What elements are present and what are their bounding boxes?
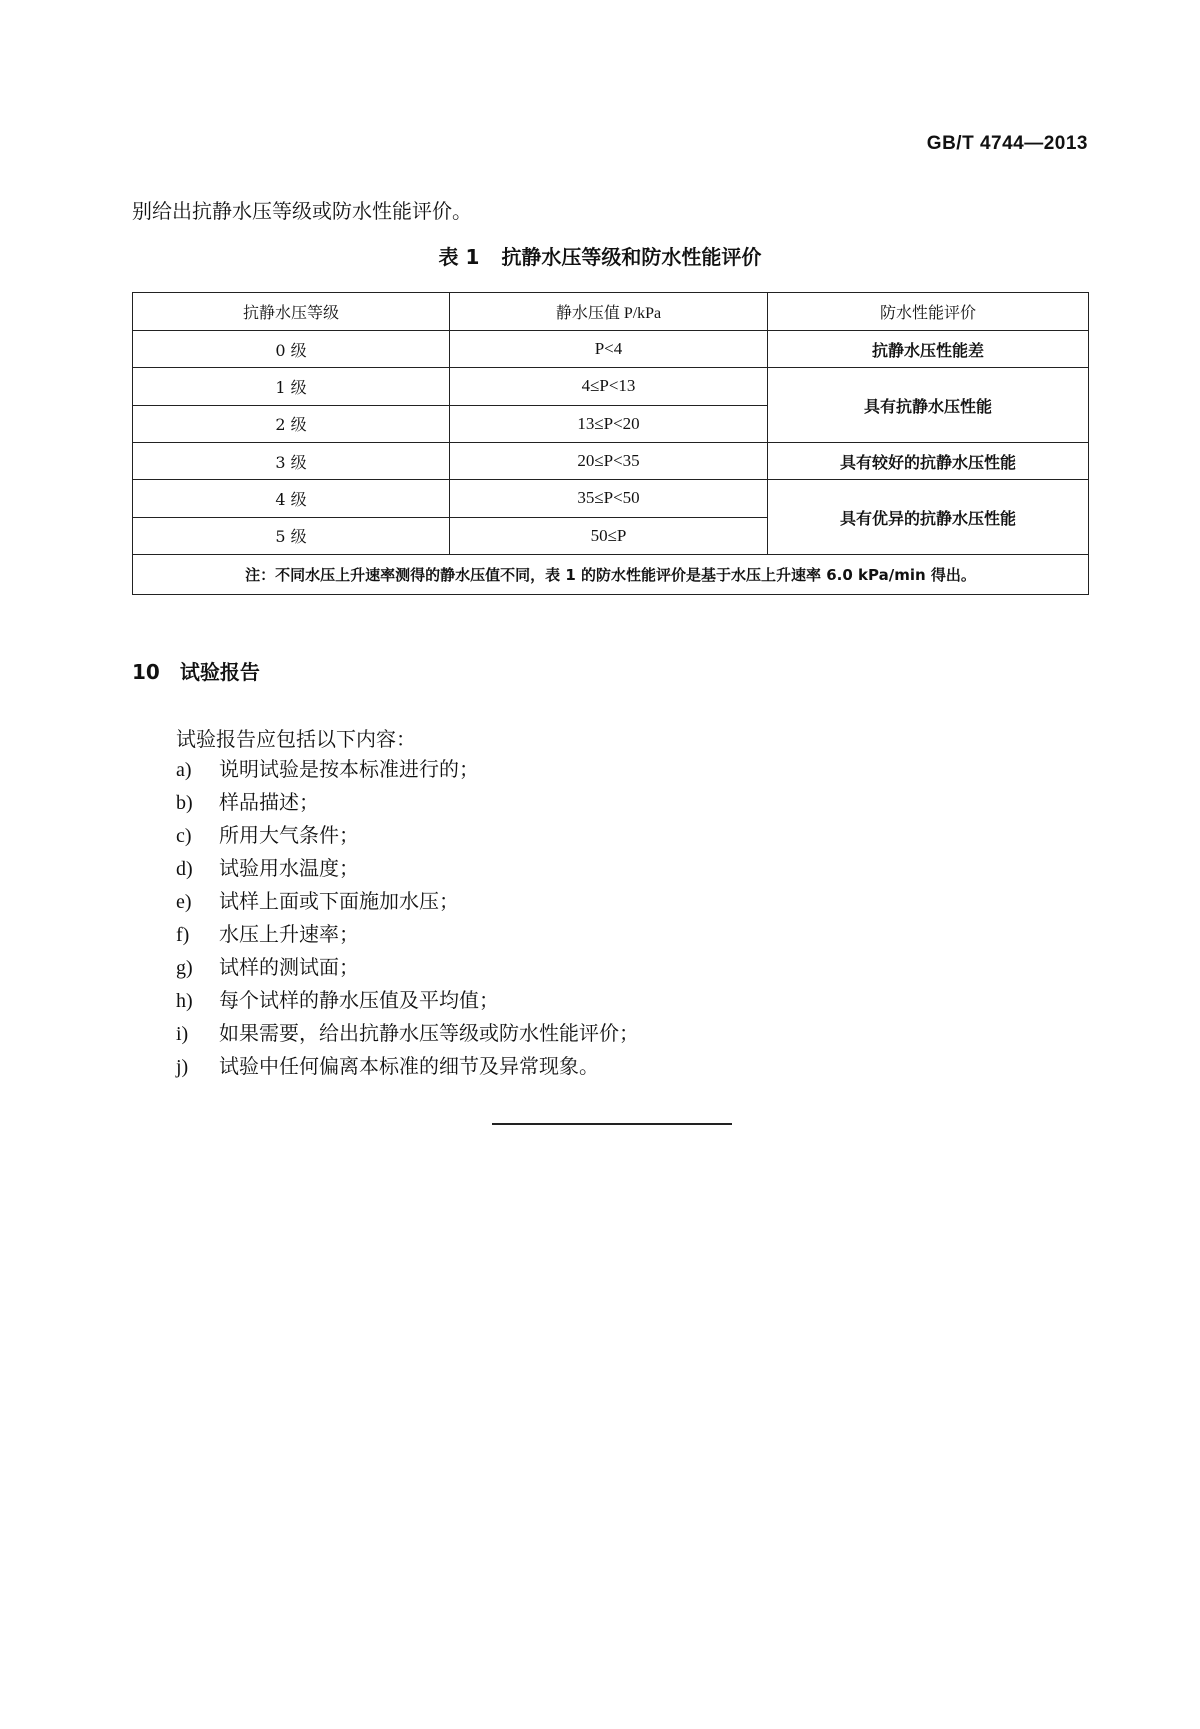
end-rule [492,1123,732,1125]
table-row [133,443,1089,480]
section-title: 试验报告 [179,660,260,684]
pressure-cell: 4≤P<13 [450,368,768,406]
table-header-row [133,293,1089,331]
table-number: 表 1 [438,245,480,269]
column-header: 抗静水压等级 [133,293,450,331]
list-item [176,885,639,918]
item-text: 水压上升速率； [219,922,359,946]
report-items-list [176,753,639,1083]
item-label: c) [176,825,192,847]
grade-cell: 5 级 [133,517,450,555]
table-note: 注：不同水压上升速率测得的静水压值不同，表 1 的防水性能评价是基于水压上升速率 6.0 kPa/min 得出。 [133,555,1089,595]
list-item [176,1017,639,1050]
item-text: 每个试样的静水压值及平均值； [219,988,499,1012]
list-item [176,819,639,852]
list-item [176,918,639,951]
table-row [133,331,1089,368]
pressure-cell: 35≤P<50 [450,480,768,518]
section-intro: 试验报告应包括以下内容： [176,727,416,751]
list-item [176,753,639,786]
continuation-text: 别给出抗静水压等级或防水性能评价。 [132,199,472,223]
item-label: j) [176,1056,189,1078]
item-label: a) [176,759,192,781]
evaluation-cell: 具有抗静水压性能 [768,368,1089,443]
item-text: 所用大气条件； [219,823,359,847]
item-label: e) [176,891,192,913]
evaluation-cell: 具有较好的抗静水压性能 [768,443,1089,480]
grade-table [132,292,1089,595]
table-row [133,368,1089,406]
grade-cell: 4 级 [133,480,450,518]
item-text: 试验中任何偏离本标准的细节及异常现象。 [219,1054,599,1078]
item-text: 试样上面或下面施加水压； [219,889,459,913]
standard-number: GB/T 4744—2013 [926,133,1088,154]
table-row [133,480,1089,518]
table-caption [0,241,1200,270]
pressure-cell: 13≤P<20 [450,405,768,443]
item-text: 样品描述； [219,790,319,814]
item-label: g) [176,957,193,979]
item-label: h) [176,990,193,1012]
evaluation-cell: 具有优异的抗静水压性能 [768,480,1089,555]
item-label: i) [176,1023,189,1045]
list-item [176,984,639,1017]
item-text: 说明试验是按本标准进行的； [219,757,479,781]
item-label: d) [176,858,193,880]
grade-cell: 2 级 [133,405,450,443]
list-item [176,852,639,885]
item-text: 试样的测试面； [219,955,359,979]
item-label: b) [176,792,193,814]
evaluation-cell: 抗静水压性能差 [768,331,1089,368]
item-text: 如果需要，给出抗静水压等级或防水性能评价； [219,1021,639,1045]
pressure-cell: P<4 [450,331,768,368]
section-heading [132,656,260,685]
column-header: 静水压值 P/kPa [450,293,768,331]
list-item [176,786,639,819]
table-note-row [133,555,1089,595]
grade-cell: 3 级 [133,443,450,480]
grade-cell: 0 级 [133,331,450,368]
item-text: 试验用水温度； [219,856,359,880]
grade-cell: 1 级 [133,368,450,406]
column-header: 防水性能评价 [768,293,1089,331]
list-item [176,1050,639,1083]
pressure-cell: 50≤P [450,517,768,555]
pressure-cell: 20≤P<35 [450,443,768,480]
item-label: f) [176,924,190,946]
table-title: 抗静水压等级和防水性能评价 [501,245,762,269]
list-item [176,951,639,984]
section-number: 10 [132,660,160,684]
